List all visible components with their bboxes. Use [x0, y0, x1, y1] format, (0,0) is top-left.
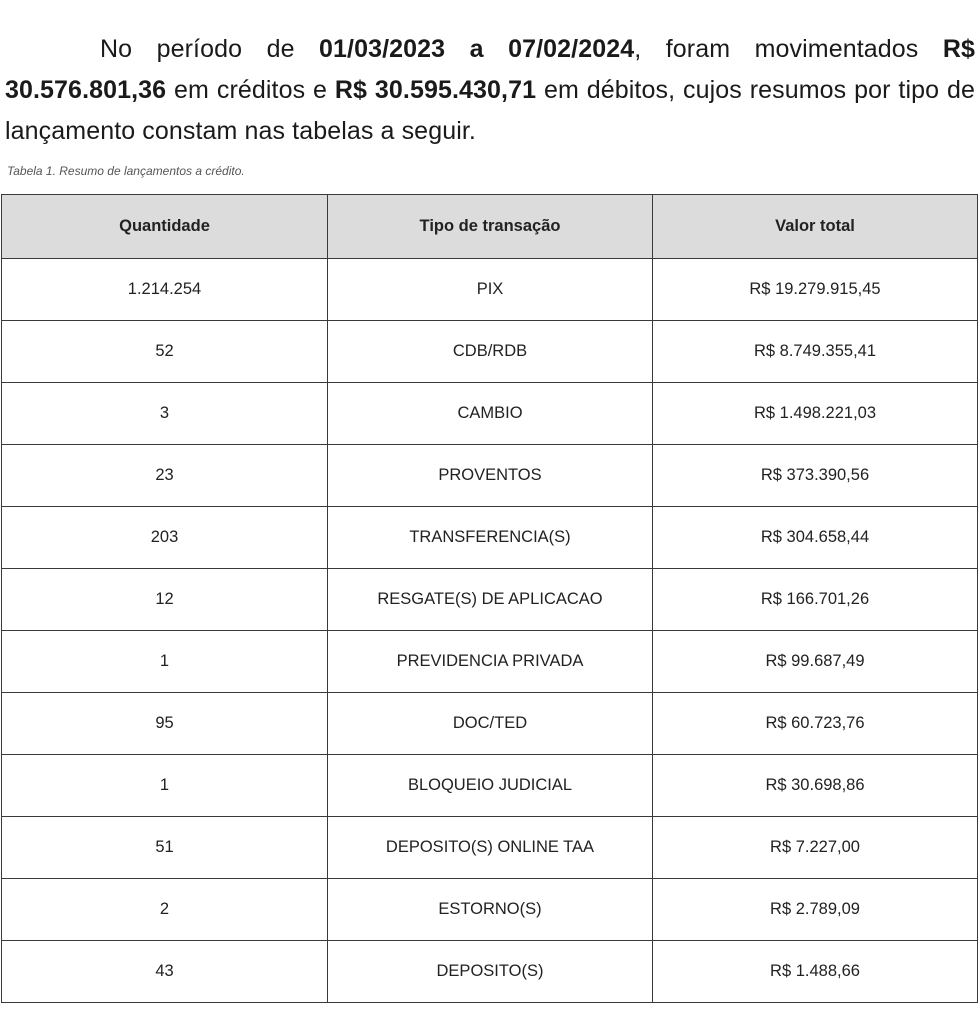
credit-summary-table — [1, 194, 978, 1003]
cell-total-value: R$ 19.279.915,45 — [653, 259, 978, 321]
table-row — [2, 941, 978, 1003]
table-row — [2, 755, 978, 817]
cell-total-value: R$ 304.658,44 — [653, 507, 978, 569]
cell-transaction-type: TRANSFERENCIA(S) — [328, 507, 653, 569]
table-row — [2, 259, 978, 321]
table-row — [2, 693, 978, 755]
cell-total-value: R$ 1.488,66 — [653, 941, 978, 1003]
cell-quantity: 23 — [2, 445, 328, 507]
debit-total: R$ 30.595.430,71 — [334, 76, 537, 104]
table-row — [2, 569, 978, 631]
cell-quantity: 2 — [2, 879, 328, 941]
cell-quantity: 43 — [2, 941, 328, 1003]
intro-text-3: em créditos e — [166, 76, 335, 104]
intro-text-2: , foram movimentados — [634, 35, 943, 63]
intro-text-1: No período de — [100, 35, 320, 63]
cell-quantity: 1 — [2, 755, 328, 817]
cell-total-value: R$ 166.701,26 — [653, 569, 978, 631]
cell-total-value: R$ 2.789,09 — [653, 879, 978, 941]
table-row — [2, 383, 978, 445]
cell-transaction-type: BLOQUEIO JUDICIAL — [328, 755, 653, 817]
cell-total-value: R$ 30.698,86 — [653, 755, 978, 817]
cell-quantity: 1 — [2, 631, 328, 693]
cell-quantity: 203 — [2, 507, 328, 569]
cell-transaction-type: CDB/RDB — [328, 321, 653, 383]
table-row — [2, 445, 978, 507]
cell-total-value: R$ 8.749.355,41 — [653, 321, 978, 383]
table-row — [2, 631, 978, 693]
table-row — [2, 817, 978, 879]
cell-total-value: R$ 99.687,49 — [653, 631, 978, 693]
header-valor-total: Valor total — [653, 195, 978, 259]
cell-transaction-type: PROVENTOS — [328, 445, 653, 507]
cell-transaction-type: PREVIDENCIA PRIVADA — [328, 631, 653, 693]
cell-quantity: 3 — [2, 383, 328, 445]
cell-quantity: 51 — [2, 817, 328, 879]
table-row — [2, 321, 978, 383]
cell-transaction-type: RESGATE(S) DE APLICACAO — [328, 569, 653, 631]
table-caption: Tabela 1. Resumo de lançamentos a crédito. — [7, 164, 245, 178]
credit-summary-table-container — [1, 194, 978, 1006]
cell-total-value: R$ 7.227,00 — [653, 817, 978, 879]
cell-quantity: 1.214.254 — [2, 259, 328, 321]
cell-transaction-type: DEPOSITO(S) — [328, 941, 653, 1003]
cell-quantity: 95 — [2, 693, 328, 755]
credit-total: R$ 30.576.801,36 — [5, 35, 975, 104]
table-row — [2, 507, 978, 569]
intro-text-4: em débitos, cujos resumos por tipo de lançamento constam nas tabelas a seguir. — [5, 76, 975, 145]
cell-total-value: R$ 60.723,76 — [653, 693, 978, 755]
cell-quantity: 52 — [2, 321, 328, 383]
table-header-row — [2, 195, 978, 259]
cell-transaction-type: PIX — [328, 259, 653, 321]
header-quantidade: Quantidade — [2, 195, 328, 259]
intro-paragraph — [5, 29, 975, 152]
period-dates: 01/03/2023 a 07/02/2024 — [319, 35, 635, 63]
cell-transaction-type: ESTORNO(S) — [328, 879, 653, 941]
header-tipo-de-transacao: Tipo de transação — [328, 195, 653, 259]
cell-quantity: 12 — [2, 569, 328, 631]
cell-total-value: R$ 373.390,56 — [653, 445, 978, 507]
table-row — [2, 879, 978, 941]
cell-transaction-type: CAMBIO — [328, 383, 653, 445]
cell-transaction-type: DOC/TED — [328, 693, 653, 755]
cell-total-value: R$ 1.498.221,03 — [653, 383, 978, 445]
cell-transaction-type: DEPOSITO(S) ONLINE TAA — [328, 817, 653, 879]
